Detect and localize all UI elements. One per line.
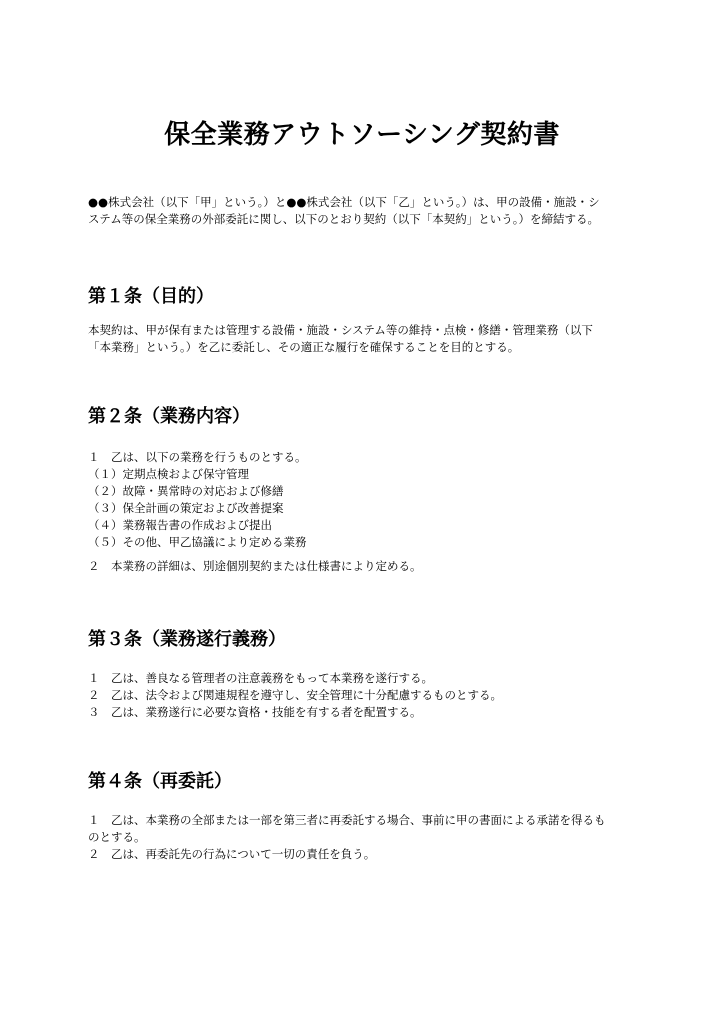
article-2-heading: 第２条（業務内容） bbox=[88, 406, 250, 427]
article-1-body bbox=[88, 322, 648, 356]
article-1-line: 「本業務」という。）を乙に委託し、その適正な履行を確保することを目的とする。 bbox=[88, 340, 520, 354]
article-2-line: （３）保全計画の策定および改善提案 bbox=[88, 501, 284, 515]
article-1-heading: 第１条（目的） bbox=[88, 286, 214, 307]
article-4-body bbox=[88, 812, 648, 863]
article-4-line: ２ 乙は、再委託先の行為について一切の責任を負う。 bbox=[88, 847, 376, 861]
article-2-line: ２ 本業務の詳細は、別途個別契約または仕様書により定める。 bbox=[88, 559, 422, 573]
article-3-body bbox=[88, 670, 648, 721]
document-title: 保全業務アウトソーシング契約書 bbox=[164, 120, 560, 150]
article-4-line: のとする。 bbox=[88, 830, 146, 844]
intro-line: ●●株式会社（以下「甲」という。）と●●株式会社（以下「乙」という。）は、甲の設備・施設・シ bbox=[88, 195, 600, 209]
article-3-heading: 第３条（業務遂行義務） bbox=[88, 629, 286, 650]
intro-line: ステム等の保全業務の外部委託に関し、以下のとおり契約（以下「本契約」という。）を締結する。 bbox=[88, 212, 599, 226]
article-3-line: ３ 乙は、業務遂行に必要な資格・技能を有する者を配置する。 bbox=[88, 705, 422, 719]
article-2-line: １ 乙は、以下の業務を行うものとする。 bbox=[88, 450, 307, 464]
article-2-line: （４）業務報告書の作成および提出 bbox=[88, 518, 272, 532]
article-2-clause-2 bbox=[88, 558, 648, 575]
article-4-heading: 第４条（再委託） bbox=[88, 771, 232, 792]
article-2-line: （１）定期点検および保守管理 bbox=[88, 467, 249, 481]
article-3-line: ２ 乙は、法令および関連規程を遵守し、安全管理に十分配慮するものとする。 bbox=[88, 688, 502, 702]
article-1-line: 本契約は、甲が保有または管理する設備・施設・システム等の維持・点検・修繕・管理業務（以下 bbox=[88, 323, 593, 337]
article-4-line: １ 乙は、本業務の全部または一部を第三者に再委託する場合、事前に甲の書面による承諾を得るも bbox=[88, 813, 606, 827]
article-3-line: １ 乙は、善良なる管理者の注意義務をもって本業務を遂行する。 bbox=[88, 671, 433, 685]
article-2-body bbox=[88, 449, 648, 551]
intro-paragraph bbox=[88, 194, 648, 228]
article-2-line: （２）故障・異常時の対応および修繕 bbox=[88, 484, 284, 498]
article-2-line: （５）その他、甲乙協議により定める業務 bbox=[88, 535, 307, 549]
